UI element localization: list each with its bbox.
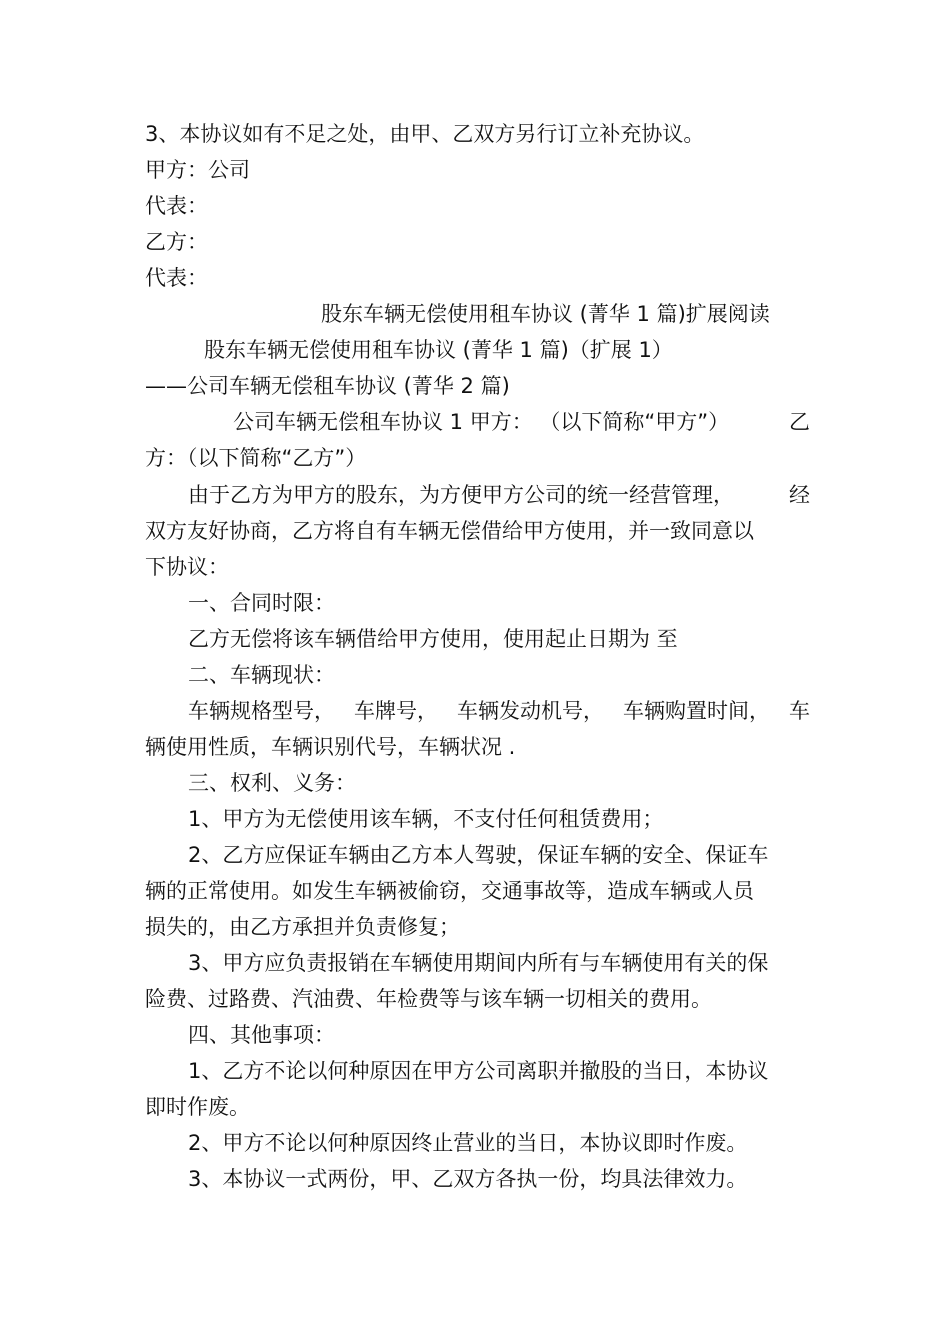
agreement-parties-tail: 乙	[789, 410, 810, 434]
preamble-tail: 经	[789, 483, 810, 507]
agreement-parties-line	[145, 404, 810, 440]
preamble-line-3: 下协议：	[145, 555, 229, 579]
section-3-item-2-line-1: 2、乙方应保证车辆由乙方本人驾驶，保证车辆的安全、保证车	[188, 843, 769, 867]
purchase-time-field: 车辆购置时间，	[623, 699, 770, 723]
extension-subtitle: 股东车辆无偿使用租车协议 (菁华 1 篇)（扩展 1）	[204, 338, 673, 362]
section-3-item-3-line-2: 险费、过路费、汽油费、年检费等与该车辆一切相关的费用。	[145, 987, 712, 1011]
section-3-item-3-line-1: 3、甲方应负责报销在车辆使用期间内所有与车辆使用有关的保	[188, 951, 769, 975]
section-2-body-line-2: 辆使用性质，车辆识别代号，车辆状况 .	[145, 735, 516, 759]
plate-number-field: 车牌号，	[354, 699, 438, 723]
section-1-body: 乙方无偿将该车辆借给甲方使用，使用起止日期为 至	[188, 627, 678, 651]
section-4-item-3: 3、本协议一式两份，甲、乙双方各执一份，均具法律效力。	[188, 1167, 748, 1191]
agreement-parties-text: 公司车辆无偿租车协议 1 甲方： （以下简称“甲方”）	[233, 410, 730, 434]
agreement-parties-cont: 方：（以下简称“乙方”）	[145, 446, 367, 470]
document-body	[145, 116, 810, 1197]
section-4-item-1-line-1: 1、乙方不论以何种原因在甲方公司离职并撤股的当日，本协议	[188, 1059, 769, 1083]
section-3-item-2-line-3: 损失的，由乙方承担并负责修复；	[145, 915, 460, 939]
extended-reading-title: 股东车辆无偿使用租车协议 (菁华 1 篇)扩展阅读	[321, 302, 770, 326]
preamble-text: 由于乙方为甲方的股东，为方便甲方公司的统一经营管理，	[188, 483, 734, 507]
usage-nature-prefix: 车	[789, 699, 810, 723]
section-2-body-line-1	[145, 693, 810, 729]
section-3-item-1: 1、甲方为无偿使用该车辆，不支付任何租赁费用；	[188, 807, 664, 831]
section-2-heading: 二、车辆现状：	[188, 663, 335, 687]
party-b-representative: 代表：	[145, 266, 208, 290]
vehicle-model-field: 车辆规格型号，	[188, 699, 335, 723]
section-3-heading: 三、权利、义务：	[188, 771, 356, 795]
section-4-item-1-line-2: 即时作废。	[145, 1095, 250, 1119]
engine-number-field: 车辆发动机号，	[457, 699, 604, 723]
section-4-item-2: 2、甲方不论以何种原因终止营业的当日，本协议即时作废。	[188, 1131, 748, 1155]
section-heading: ——公司车辆无偿租车协议 (菁华 2 篇)	[145, 374, 510, 398]
party-a-representative: 代表：	[145, 194, 208, 218]
section-3-item-2-line-2: 辆的正常使用。如发生车辆被偷窃，交通事故等，造成车辆或人员	[145, 879, 754, 903]
party-a-label: 甲方：公司	[145, 158, 250, 182]
party-b-label: 乙方：	[145, 230, 208, 254]
section-4-heading: 四、其他事项：	[188, 1023, 335, 1047]
section-1-heading: 一、合同时限：	[188, 591, 335, 615]
preamble-line-2: 双方友好协商，乙方将自有车辆无偿借给甲方使用，并一致同意以	[145, 519, 754, 543]
preamble-line-1	[145, 477, 810, 513]
clause-3-supplement: 3、本协议如有不足之处，由甲、乙双方另行订立补充协议。	[145, 122, 705, 146]
